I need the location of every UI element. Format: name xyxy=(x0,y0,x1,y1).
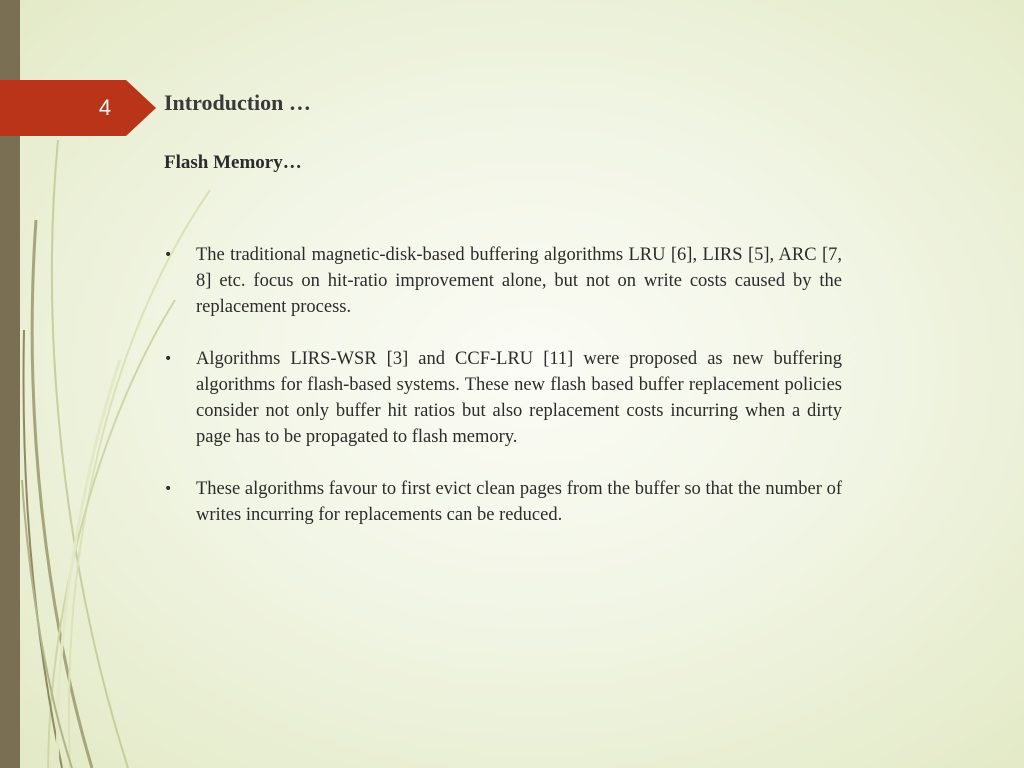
bullet-marker: • xyxy=(164,247,173,263)
slide-title: Introduction … xyxy=(164,90,311,115)
bullet-text: These algorithms favour to first evict clean pages from the buffer so that the number of writes incurring for replacements can be reduced. xyxy=(196,479,842,525)
slide-subtitle: Flash Memory… xyxy=(164,152,302,173)
bullet-text: The traditional magnetic-disk-based buffering algorithms LRU [6], LIRS [5], ARC [7, 8] etc. focus on hit-ratio improvement alone, but not on write costs caused by the replacement process. xyxy=(196,245,842,317)
bullet-list xyxy=(160,242,842,554)
slide-number: 4 xyxy=(98,95,112,120)
bullet-marker: • xyxy=(164,481,173,497)
bullet-item xyxy=(160,242,842,320)
bullet-item xyxy=(160,346,842,450)
bullet-item xyxy=(160,476,842,528)
slide-number-badge xyxy=(0,80,156,136)
bullet-text: Algorithms LIRS-WSR [3] and CCF-LRU [11] were proposed as new buffering algorithms for flash-based systems. These new flash based buffer replacement policies consider not only buffer hit ratios but also replacement costs incurring when a dirty page has to be propagated to flash memory. xyxy=(196,349,842,447)
bullet-marker: • xyxy=(164,351,173,367)
